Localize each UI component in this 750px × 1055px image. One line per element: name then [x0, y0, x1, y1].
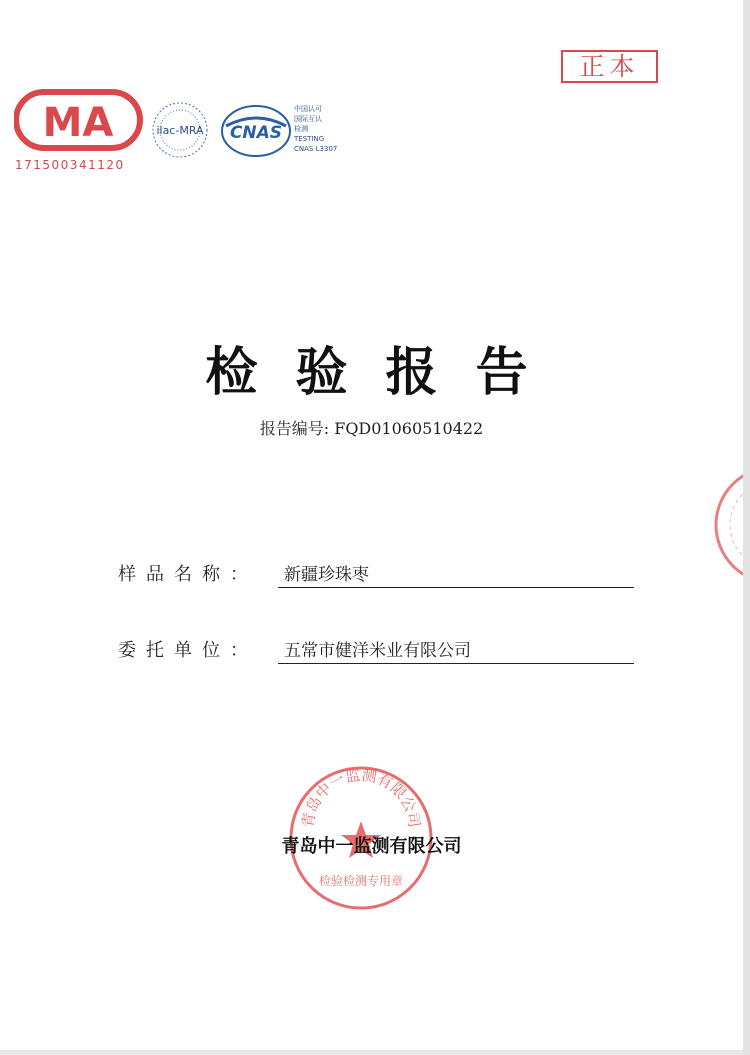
issuing-company: 青岛中一监测有限公司: [281, 836, 462, 857]
original-copy-stamp: 正本: [561, 50, 658, 83]
client-label: 委托单位：: [118, 640, 258, 661]
ilac-mra-logo: [150, 100, 210, 160]
svg-text:MA: MA: [42, 100, 114, 146]
client-row: [118, 636, 471, 662]
svg-text:ilac-MRA: ilac-MRA: [156, 124, 204, 137]
cnas-caption: 中国认可 国际互认 检测 TESTING CNAS L3307: [294, 105, 338, 153]
page-edge: [743, 0, 750, 1055]
edge-seal: [712, 460, 743, 590]
cnas-logo: [220, 104, 292, 158]
cma-logo: [14, 86, 144, 156]
client-value: 五常市健洋米业有限公司: [278, 636, 634, 664]
sample-name-row: [118, 560, 369, 586]
svg-text:CNAS: CNAS: [229, 123, 283, 143]
svg-text:青岛中一监测有限公司: 青岛中一监测有限公司: [298, 765, 424, 829]
cma-number: 171500341120: [15, 158, 125, 172]
report-number: 报告编号: FQD01060510422: [259, 419, 484, 438]
sample-name-label: 样品名称：: [118, 564, 258, 585]
report-title: 检 验 报 告: [205, 343, 538, 403]
svg-text:检验检测专用章: 检验检测专用章: [318, 874, 404, 888]
sample-name-value: 新疆珍珠枣: [278, 560, 634, 588]
